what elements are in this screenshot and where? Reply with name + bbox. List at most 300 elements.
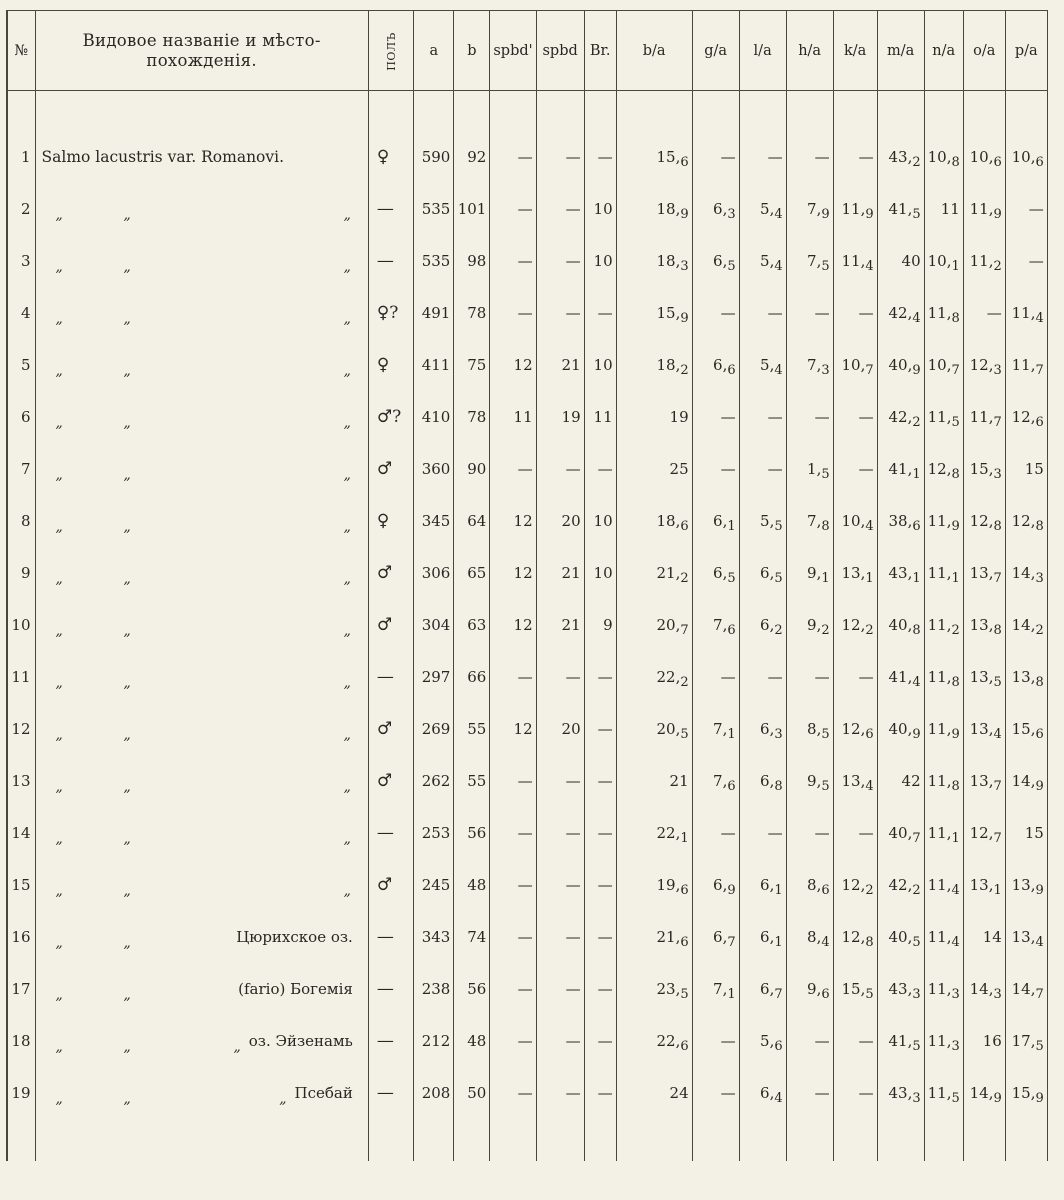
value-cell-br: 10 [584, 547, 616, 599]
header-col-8: h/a [786, 11, 833, 91]
row-number: 15 [7, 859, 35, 911]
value-cell-spbd: — [536, 131, 584, 183]
value-cell-spbd: — [490, 235, 536, 287]
value-cell-la: 6,2 [739, 599, 786, 651]
value-cell-spbd: 12 [490, 703, 536, 755]
ditto-mark: „ [55, 986, 63, 1003]
value-cell-ga: — [692, 1015, 739, 1067]
value-cell-na: 10,1 [924, 235, 963, 287]
sex-cell: — [368, 183, 414, 235]
value-cell-ha: 7,3 [786, 339, 833, 391]
header-col-5: b/a [616, 11, 692, 91]
value-cell-ga: 6,7 [692, 911, 739, 963]
value-cell-spbd: — [536, 651, 584, 703]
value-cell-oa: 12,3 [963, 339, 1005, 391]
ditto-mark: „ [55, 310, 63, 327]
value-cell-na: 11,5 [924, 391, 963, 443]
value-cell-b: 101 [454, 183, 490, 235]
ditto-mark: „ [233, 1038, 241, 1055]
value-cell-a: 262 [414, 755, 454, 807]
value-cell-ba: 21 [616, 755, 692, 807]
header-sex: ПОЛЪ [368, 11, 414, 91]
value-cell-br: — [584, 807, 616, 859]
table-row [7, 859, 1047, 911]
value-cell-ma: 40,9 [877, 339, 924, 391]
row-number: 18 [7, 1015, 35, 1067]
sex-cell: ♀ [368, 131, 414, 183]
value-cell-ga: — [692, 1067, 739, 1119]
value-cell-br: — [584, 131, 616, 183]
value-cell-ba: 23,5 [616, 963, 692, 1015]
value-cell-a: 343 [414, 911, 454, 963]
ditto-mark: „ [55, 466, 63, 483]
table-row [7, 495, 1047, 547]
value-cell-ma: 40,9 [877, 703, 924, 755]
value-cell-pa: 14,2 [1005, 599, 1047, 651]
value-cell-ba: 15,9 [616, 287, 692, 339]
value-cell-ma: 43,2 [877, 131, 924, 183]
value-cell-na: 11,4 [924, 911, 963, 963]
ditto-mark: „ [123, 1038, 131, 1055]
value-cell-oa: 11,9 [963, 183, 1005, 235]
value-cell-oa: 15,3 [963, 443, 1005, 495]
value-cell-na: 11,9 [924, 495, 963, 547]
value-cell-a: 535 [414, 235, 454, 287]
value-cell-pa: 13,4 [1005, 911, 1047, 963]
value-cell-ma: 42 [877, 755, 924, 807]
ditto-mark: „ [343, 830, 351, 847]
value-cell-spbd: 12 [490, 547, 536, 599]
ditto-mark: „ [343, 258, 351, 275]
table-row [7, 443, 1047, 495]
table-row [7, 911, 1047, 963]
sex-cell: ♀ [368, 339, 414, 391]
value-cell-oa: 11,2 [963, 235, 1005, 287]
ditto-mark: „ [343, 622, 351, 639]
ditto-mark: „ [123, 726, 131, 743]
value-cell-spbd: — [536, 443, 584, 495]
value-cell-spbd: 21 [536, 339, 584, 391]
value-cell-ha: — [786, 391, 833, 443]
value-cell-la: 6,1 [739, 911, 786, 963]
row-number: 1 [7, 131, 35, 183]
value-cell-ba: 15,6 [616, 131, 692, 183]
value-cell-spbd: — [490, 131, 536, 183]
value-cell-ha: — [786, 287, 833, 339]
value-cell-spbd: — [490, 1067, 536, 1119]
header-name-line1: Видовое названіе и мѣсто- [82, 30, 321, 50]
row-number: 17 [7, 963, 35, 1015]
value-cell-a: 306 [414, 547, 454, 599]
value-cell-b: 50 [454, 1067, 490, 1119]
value-cell-b: 74 [454, 911, 490, 963]
value-cell-ka: 12,8 [833, 911, 877, 963]
ditto-mark: „ [123, 258, 131, 275]
header-col-4: Br. [584, 11, 616, 91]
value-cell-ka: 10,7 [833, 339, 877, 391]
value-cell-na: 11,3 [924, 1015, 963, 1067]
value-cell-ka: — [833, 131, 877, 183]
value-cell-la: 5,4 [739, 235, 786, 287]
value-cell-b: 48 [454, 1015, 490, 1067]
header-col-10: m/a [877, 11, 924, 91]
value-cell-a: 304 [414, 599, 454, 651]
value-cell-pa: 15,9 [1005, 1067, 1047, 1119]
value-cell-br: — [584, 911, 616, 963]
value-cell-ga: 7,6 [692, 755, 739, 807]
sex-cell: ♂ [368, 547, 414, 599]
ditto-mark: „ [343, 414, 351, 431]
value-cell-la: 6,1 [739, 859, 786, 911]
value-cell-pa: 12,6 [1005, 391, 1047, 443]
value-cell-b: 56 [454, 963, 490, 1015]
species-name-ditto [35, 287, 368, 339]
value-cell-br: — [584, 963, 616, 1015]
value-cell-ba: 20,5 [616, 703, 692, 755]
ditto-mark: „ [123, 362, 131, 379]
tail-row [7, 1119, 1047, 1161]
value-cell-ka: — [833, 391, 877, 443]
ditto-mark: „ [343, 726, 351, 743]
ditto-mark: „ [55, 622, 63, 639]
value-cell-ma: 38,6 [877, 495, 924, 547]
value-cell-ma: 40,8 [877, 599, 924, 651]
value-cell-ma: 41,1 [877, 443, 924, 495]
value-cell-ka: 13,1 [833, 547, 877, 599]
value-cell-na: 12,8 [924, 443, 963, 495]
value-cell-spbd: — [536, 235, 584, 287]
value-cell-a: 297 [414, 651, 454, 703]
ditto-mark: „ [55, 778, 63, 795]
ditto-mark: „ [343, 362, 351, 379]
value-cell-ha: 7,5 [786, 235, 833, 287]
ditto-mark: „ [123, 934, 131, 951]
value-cell-la: 6,5 [739, 547, 786, 599]
species-name-ditto [35, 651, 368, 703]
value-cell-br: — [584, 859, 616, 911]
value-cell-ha: 9,1 [786, 547, 833, 599]
value-cell-oa: 14 [963, 911, 1005, 963]
table-row [7, 131, 1047, 183]
table-row [7, 1067, 1047, 1119]
value-cell-ma: 43,1 [877, 547, 924, 599]
species-name-ditto [35, 755, 368, 807]
value-cell-la: 5,6 [739, 1015, 786, 1067]
value-cell-ba: 24 [616, 1067, 692, 1119]
header-col-11: n/a [924, 11, 963, 91]
ditto-mark: „ [123, 986, 131, 1003]
row-number: 4 [7, 287, 35, 339]
value-cell-ha: 9,5 [786, 755, 833, 807]
value-cell-pa: 11,7 [1005, 339, 1047, 391]
sex-cell: — [368, 235, 414, 287]
value-cell-ga: 6,3 [692, 183, 739, 235]
species-name-ditto [35, 807, 368, 859]
value-cell-la: — [739, 807, 786, 859]
value-cell-oa: 13,1 [963, 859, 1005, 911]
value-cell-ka: — [833, 287, 877, 339]
value-cell-spbd: 12 [490, 339, 536, 391]
value-cell-oa: 12,8 [963, 495, 1005, 547]
value-cell-b: 64 [454, 495, 490, 547]
table-row [7, 339, 1047, 391]
value-cell-ba: 19 [616, 391, 692, 443]
value-cell-na: 11,2 [924, 599, 963, 651]
sex-cell: ♂? [368, 391, 414, 443]
value-cell-spbd: — [490, 963, 536, 1015]
value-cell-br: 11 [584, 391, 616, 443]
value-cell-pa: 10,6 [1005, 131, 1047, 183]
value-cell-pa: — [1005, 235, 1047, 287]
value-cell-spbd: — [490, 651, 536, 703]
value-cell-br: — [584, 755, 616, 807]
value-cell-na: 11,5 [924, 1067, 963, 1119]
ditto-mark: „ [343, 206, 351, 223]
sex-cell: — [368, 1067, 414, 1119]
value-cell-b: 55 [454, 703, 490, 755]
locality: Цюрихское оз. [236, 927, 353, 946]
value-cell-oa: 13,8 [963, 599, 1005, 651]
value-cell-spbd: — [536, 287, 584, 339]
value-cell-br: 10 [584, 235, 616, 287]
header-col-0: a [414, 11, 454, 91]
value-cell-ka: 13,4 [833, 755, 877, 807]
value-cell-spbd: — [536, 807, 584, 859]
table-row [7, 183, 1047, 235]
value-cell-ga: 6,6 [692, 339, 739, 391]
table-row [7, 235, 1047, 287]
ditto-mark: „ [279, 1090, 287, 1107]
row-number: 14 [7, 807, 35, 859]
row-number: 19 [7, 1067, 35, 1119]
ditto-mark: „ [55, 1090, 63, 1107]
value-cell-b: 90 [454, 443, 490, 495]
value-cell-ga: — [692, 443, 739, 495]
locality: оз. Эйзенамь [248, 1031, 353, 1050]
value-cell-b: 65 [454, 547, 490, 599]
value-cell-spbd: — [490, 1015, 536, 1067]
value-cell-ba: 20,7 [616, 599, 692, 651]
spacer-row [7, 91, 1047, 131]
value-cell-ma: 40 [877, 235, 924, 287]
value-cell-spbd: 12 [490, 599, 536, 651]
ditto-mark: „ [123, 466, 131, 483]
value-cell-spbd: 11 [490, 391, 536, 443]
value-cell-ba: 25 [616, 443, 692, 495]
value-cell-ma: 43,3 [877, 1067, 924, 1119]
value-cell-ba: 18,9 [616, 183, 692, 235]
sex-cell: — [368, 1015, 414, 1067]
value-cell-la: — [739, 443, 786, 495]
value-cell-ka: — [833, 651, 877, 703]
species-name-ditto [35, 599, 368, 651]
value-cell-na: 11,1 [924, 807, 963, 859]
value-cell-na: 11,8 [924, 287, 963, 339]
value-cell-ka: 12,2 [833, 859, 877, 911]
value-cell-ma: 41,5 [877, 183, 924, 235]
species-name-ditto [35, 911, 368, 963]
header-num: № [7, 11, 35, 91]
ditto-mark: „ [55, 258, 63, 275]
ditto-mark: „ [123, 882, 131, 899]
value-cell-b: 92 [454, 131, 490, 183]
value-cell-na: 10,8 [924, 131, 963, 183]
value-cell-na: 11,8 [924, 651, 963, 703]
species-name-ditto [35, 1015, 368, 1067]
value-cell-pa: 13,9 [1005, 859, 1047, 911]
value-cell-ma: 42,2 [877, 391, 924, 443]
value-cell-b: 48 [454, 859, 490, 911]
row-number: 2 [7, 183, 35, 235]
species-name-ditto [35, 495, 368, 547]
value-cell-b: 56 [454, 807, 490, 859]
value-cell-oa: 14,9 [963, 1067, 1005, 1119]
ditto-mark: „ [55, 726, 63, 743]
value-cell-ha: 8,4 [786, 911, 833, 963]
value-cell-b: 78 [454, 391, 490, 443]
value-cell-spbd: — [536, 755, 584, 807]
value-cell-ka: 11,9 [833, 183, 877, 235]
value-cell-oa: 13,4 [963, 703, 1005, 755]
value-cell-pa: 12,8 [1005, 495, 1047, 547]
value-cell-ga: 6,5 [692, 547, 739, 599]
value-cell-spbd: — [490, 807, 536, 859]
value-cell-oa: 13,7 [963, 755, 1005, 807]
sex-cell: — [368, 911, 414, 963]
value-cell-ha: — [786, 1015, 833, 1067]
value-cell-a: 253 [414, 807, 454, 859]
value-cell-ha: 9,2 [786, 599, 833, 651]
value-cell-ha: — [786, 131, 833, 183]
value-cell-spbd: — [536, 1015, 584, 1067]
sex-cell: ♀? [368, 287, 414, 339]
row-number: 8 [7, 495, 35, 547]
value-cell-la: 6,7 [739, 963, 786, 1015]
ditto-mark: „ [123, 206, 131, 223]
value-cell-spbd: 19 [536, 391, 584, 443]
value-cell-a: 345 [414, 495, 454, 547]
value-cell-ha: — [786, 807, 833, 859]
value-cell-ha: 8,5 [786, 703, 833, 755]
ditto-mark: „ [123, 622, 131, 639]
value-cell-ha: 9,6 [786, 963, 833, 1015]
species-name-ditto [35, 391, 368, 443]
value-cell-na: 11,8 [924, 755, 963, 807]
value-cell-b: 66 [454, 651, 490, 703]
value-cell-a: 238 [414, 963, 454, 1015]
table-row [7, 599, 1047, 651]
value-cell-ha: 7,8 [786, 495, 833, 547]
value-cell-a: 410 [414, 391, 454, 443]
value-cell-ga: — [692, 391, 739, 443]
table-row [7, 391, 1047, 443]
ditto-mark: „ [55, 414, 63, 431]
value-cell-ka: 10,4 [833, 495, 877, 547]
value-cell-br: — [584, 1015, 616, 1067]
table-row [7, 703, 1047, 755]
value-cell-b: 78 [454, 287, 490, 339]
value-cell-ha: — [786, 1067, 833, 1119]
value-cell-ba: 22,2 [616, 651, 692, 703]
value-cell-oa: 12,7 [963, 807, 1005, 859]
ditto-mark: „ [123, 674, 131, 691]
value-cell-ba: 22,1 [616, 807, 692, 859]
value-cell-oa: 14,3 [963, 963, 1005, 1015]
ditto-mark: „ [123, 570, 131, 587]
value-cell-ba: 18,6 [616, 495, 692, 547]
value-cell-na: 11,4 [924, 859, 963, 911]
value-cell-oa: 10,6 [963, 131, 1005, 183]
value-cell-spbd: — [536, 183, 584, 235]
row-number: 3 [7, 235, 35, 287]
species-name-ditto [35, 183, 368, 235]
header-col-7: l/a [739, 11, 786, 91]
ditto-mark: „ [343, 518, 351, 535]
species-name-ditto [35, 859, 368, 911]
ditto-mark: „ [55, 934, 63, 951]
value-cell-pa: 17,5 [1005, 1015, 1047, 1067]
row-number: 12 [7, 703, 35, 755]
value-cell-la: 6,3 [739, 703, 786, 755]
ditto-mark: „ [55, 206, 63, 223]
header-name-line2: похожденія. [146, 50, 257, 70]
value-cell-na: 11 [924, 183, 963, 235]
value-cell-br: 10 [584, 183, 616, 235]
value-cell-oa: 13,7 [963, 547, 1005, 599]
row-number: 13 [7, 755, 35, 807]
value-cell-br: — [584, 443, 616, 495]
header-row [7, 11, 1047, 91]
value-cell-ga: 7,6 [692, 599, 739, 651]
value-cell-la: — [739, 131, 786, 183]
sex-cell: — [368, 963, 414, 1015]
value-cell-na: 11,1 [924, 547, 963, 599]
value-cell-la: — [739, 651, 786, 703]
value-cell-na: 11,9 [924, 703, 963, 755]
value-cell-ha: — [786, 651, 833, 703]
ditto-mark: „ [55, 1038, 63, 1055]
value-cell-ba: 22,6 [616, 1015, 692, 1067]
value-cell-ga: — [692, 287, 739, 339]
value-cell-spbd: — [490, 755, 536, 807]
value-cell-ka: — [833, 807, 877, 859]
value-cell-ma: 41,5 [877, 1015, 924, 1067]
row-number: 16 [7, 911, 35, 963]
value-cell-ma: 40,5 [877, 911, 924, 963]
ditto-mark: „ [343, 674, 351, 691]
value-cell-spbd: 20 [536, 703, 584, 755]
sex-cell: — [368, 807, 414, 859]
value-cell-ha: 1,5 [786, 443, 833, 495]
ditto-mark: „ [55, 674, 63, 691]
value-cell-pa: 13,8 [1005, 651, 1047, 703]
sex-cell: ♂ [368, 703, 414, 755]
table-row [7, 651, 1047, 703]
table-row [7, 547, 1047, 599]
ditto-mark: „ [343, 310, 351, 327]
value-cell-a: 360 [414, 443, 454, 495]
ditto-mark: „ [123, 518, 131, 535]
value-cell-a: 491 [414, 287, 454, 339]
sex-cell: ♀ [368, 495, 414, 547]
value-cell-spbd: 12 [490, 495, 536, 547]
value-cell-br: 9 [584, 599, 616, 651]
sex-cell: ♂ [368, 599, 414, 651]
header-col-1: b [454, 11, 490, 91]
species-name-ditto [35, 963, 368, 1015]
sex-cell: ♂ [368, 755, 414, 807]
value-cell-ka: — [833, 1067, 877, 1119]
